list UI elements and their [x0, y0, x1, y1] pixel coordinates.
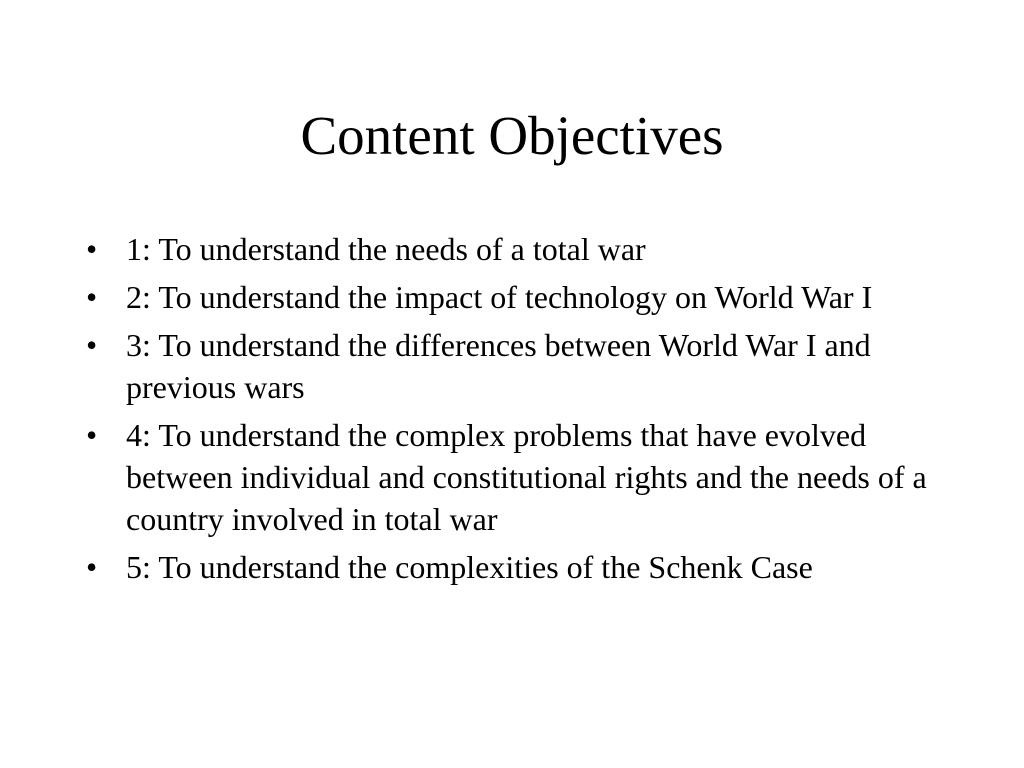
objective-text: 3: To understand the differences between World War I and previous wars: [126, 327, 871, 405]
list-item: [80, 228, 940, 270]
bullet-icon: •: [86, 417, 98, 453]
objective-text: 1: To understand the needs of a total war: [126, 231, 646, 267]
bullet-icon: •: [86, 279, 98, 315]
list-item: [80, 324, 940, 408]
slide-title: Content Objectives: [300, 105, 724, 166]
objective-text: 2: To understand the impact of technology on World War I: [126, 279, 873, 315]
bullet-icon: •: [86, 327, 98, 363]
bullet-icon: •: [86, 231, 98, 267]
objectives-list: [80, 228, 940, 594]
list-item: [80, 276, 940, 318]
objective-text: 5: To understand the complexities of the Schenk Case: [126, 549, 813, 585]
list-item: [80, 546, 940, 588]
bullet-icon: •: [86, 549, 98, 585]
list-item: [80, 414, 940, 540]
objective-text: 4: To understand the complex problems that have evolved between individual and constitutional rights and the needs of a country involved in total war: [126, 417, 927, 537]
